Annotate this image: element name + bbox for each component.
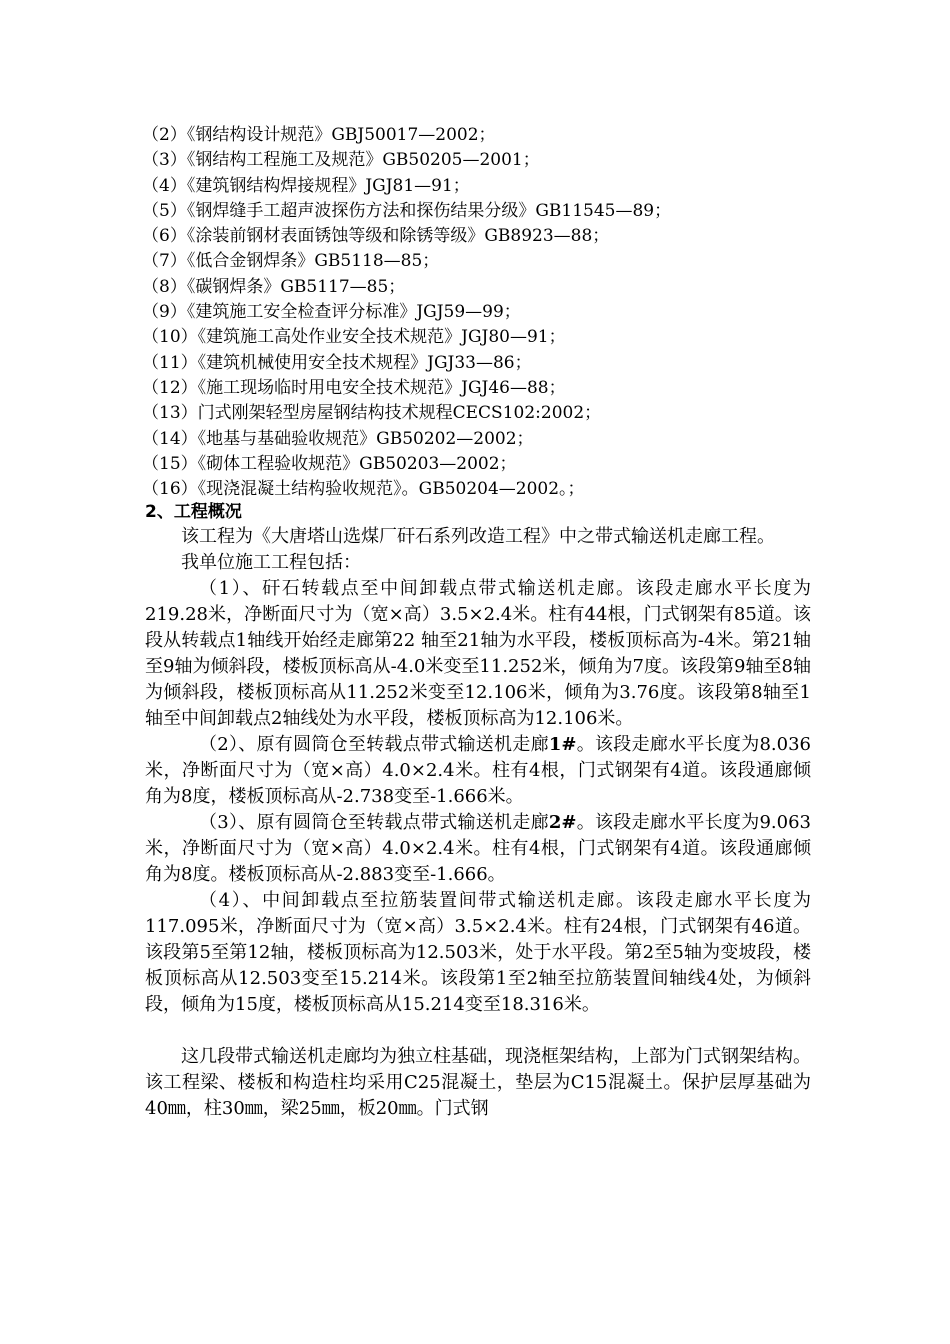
item2-paragraph bbox=[145, 732, 811, 810]
item1-paragraph: （1）、矸石转载点至中间卸载点带式输送机走廊。该段走廊水平长度为219.28米，净断面尺寸为（宽×高）3.5×2.4米。柱有44根，门式钢架有85道。该段从转载点1轴线开始经走廊第22 轴至21轴为水平段，楼板顶标高为-4米。第21轴至9轴为倾斜段，楼板顶标高从-4.0米变至11.252米，倾角为7度。该段第9轴至8轴为倾斜段，楼板顶标高从11.252米变至12.106米，倾角为3.76度。该段第8轴至1轴至中间卸载点2轴线处为水平段，楼板顶标高为12.106米。 bbox=[145, 578, 811, 729]
reference-item: （15）《砌体工程验收规范》GB50203—2002； bbox=[142, 453, 517, 474]
reference-item: （10）《建筑施工高处作业安全技术规范》JGJ80—91； bbox=[142, 327, 566, 348]
reference-item: （12）《施工现场临时用电安全技术规范》JGJ46—88； bbox=[142, 377, 566, 398]
item3-text-a: （3）、原有圆筒仓至转载点带式输送机走廊 bbox=[199, 812, 549, 833]
reference-item: （7）《低合金钢焊条》GB5118—85； bbox=[142, 251, 440, 272]
item2-text-c: 。该段走廊水平长度为8.036米，净断面尺寸为（宽×高）4.0×2.4米。柱有4根，门式钢架有4道。该段通廊倾角为8度，楼板顶标高从-2.738变至-1.666米。 bbox=[145, 734, 811, 807]
reference-item: （6）《涂装前钢材表面锈蚀等级和除锈等级》GB8923—88； bbox=[142, 226, 610, 247]
item2-label: 1# bbox=[548, 734, 577, 755]
reference-item: （8）《碳钢焊条》GB5117—85； bbox=[142, 276, 406, 297]
section-body bbox=[145, 524, 811, 1122]
reference-item: （9）《建筑施工安全检查评分标准》JGJ59—99； bbox=[142, 302, 521, 323]
reference-list bbox=[142, 123, 822, 502]
item3-label: 2# bbox=[548, 812, 577, 833]
reference-item: （13）门式刚架轻型房屋钢结构技术规程CECS102:2002； bbox=[142, 403, 602, 424]
reference-item: （5）《钢焊缝手工超声波探伤方法和探伤结果分级》GB11545—89； bbox=[142, 200, 672, 221]
reference-item: （11）《建筑机械使用安全技术规程》JGJ33—86； bbox=[142, 352, 532, 373]
reference-item: （14）《地基与基础验收规范》GB50202—2002； bbox=[142, 428, 534, 449]
section-heading: 2、工程概况 bbox=[145, 502, 242, 522]
intro-paragraph: 该工程为《大唐塔山选煤厂矸石系列改造工程》中之带式输送机走廊工程。 bbox=[181, 526, 775, 547]
item4-paragraph: （4）、中间卸载点至拉筋装置间带式输送机走廊。该段走廊水平长度为117.095米，净断面尺寸为（宽×高）3.5×2.4米。柱有24根，门式钢架有46道。 该段第5至第12轴，楼板顶标高为12.503米，处于水平段。第2至5轴为变坡段，楼板顶标高从12.503变至15.214米。该段第1至2轴至拉筋装置间轴线4处，为倾斜段，倾角为15度，楼板顶标高从15.214变至18.316米。 bbox=[145, 890, 811, 1015]
item3-paragraph bbox=[145, 810, 811, 888]
structure-paragraph: 这几段带式输送机走廊均为独立柱基础，现浇框架结构，上部为门式钢架结构。该工程梁、楼板和构造柱均采用C25混凝土，垫层为C15混凝土。保护层厚基础为40㎜，柱30㎜，梁25㎜，板20㎜。门式钢 bbox=[145, 1046, 811, 1119]
item3-text-c: 。该段走廊水平长度为9.063米，净断面尺寸为（宽×高）4.0×2.4米。柱有4根，门式钢架有4道。该段通廊倾角为8度。楼板顶标高从-2.883变至-1.666。 bbox=[145, 812, 811, 885]
reference-item: （16）《现浇混凝土结构验收规范》。GB50204—2002。； bbox=[142, 479, 585, 500]
item2-text-a: （2）、原有圆筒仓至转载点带式输送机走廊 bbox=[199, 734, 549, 755]
paragraph-gap bbox=[145, 1018, 811, 1044]
reference-item: （2）《钢结构设计规范》GBJ50017—2002； bbox=[142, 125, 496, 145]
reference-item: （3）《钢结构工程施工及规范》GB50205—2001； bbox=[142, 150, 540, 171]
scope-paragraph: 我单位施工工程包括： bbox=[181, 552, 361, 573]
reference-item: （4）《建筑钢结构焊接规程》JGJ81—91； bbox=[142, 175, 470, 196]
